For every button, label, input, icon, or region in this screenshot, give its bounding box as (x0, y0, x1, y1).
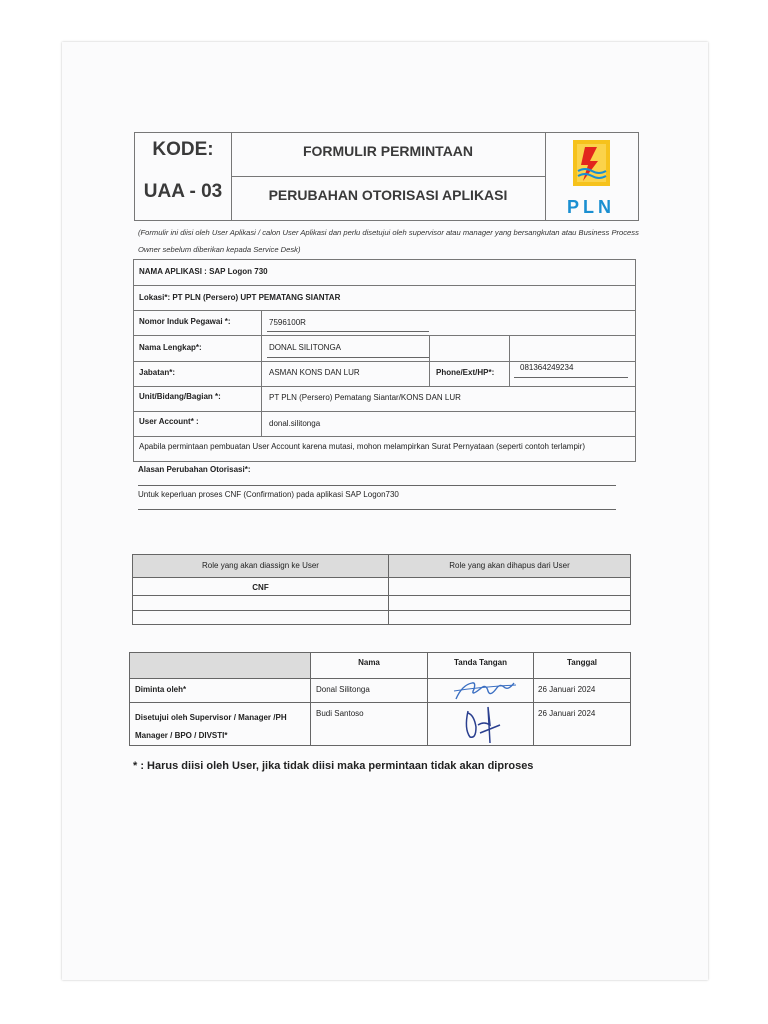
applicant-info-table (133, 259, 636, 462)
user-account-label: User Account* : (139, 417, 199, 426)
approval-table (129, 652, 631, 746)
nama-value: DONAL SILITONGA (269, 343, 342, 352)
disetujui-tanggal: 26 Januari 2024 (538, 709, 596, 718)
role-assign-item: CNF (252, 583, 269, 592)
row-lokasi (134, 285, 635, 311)
form-title-line2: PERUBAHAN OTORISASI APLIKASI (268, 187, 508, 203)
pln-logo (545, 133, 638, 220)
footer-note: * : Harus diisi oleh User, jika tidak diisi maka permintaan tidak akan diproses (133, 760, 534, 772)
unit-value: PT PLN (Persero) Pematang Siantar/KONS DAN LUR (269, 393, 461, 402)
diminta-nama: Donal Silitonga (316, 685, 370, 694)
diminta-tanggal: 26 Januari 2024 (538, 685, 596, 694)
ttd-header: Tanda Tangan (453, 658, 508, 667)
row-nama-aplikasi (134, 260, 635, 286)
row-user-account (134, 411, 635, 437)
row-jabatan (134, 361, 635, 387)
roles-table (132, 554, 631, 625)
nama-label: Nama Lengkap*: (139, 343, 202, 352)
role-remove-header: Role yang akan dihapus dari User (449, 561, 570, 570)
row-unit (134, 386, 635, 412)
mutasi-note: Apabila permintaan pembuatan User Account karena mutasi, mohon melampirkan Surat Pernyataan (seperti contoh terlampir) (139, 442, 586, 451)
kode-label: KODE: (152, 139, 214, 160)
form-note: (Formulir ini diisi oleh User Aplikasi / calon User Aplikasi dan perlu disetujui oleh supervisor atau manager yang bersangkutan atau Business Process Owner sebelum diberikan kepada Service Desk) (138, 228, 639, 254)
pln-logo-icon (545, 133, 638, 220)
role-assign-header: Role yang akan diassign ke User (202, 561, 319, 570)
unit-label: Unit/Bidang/Bagian *: (139, 392, 221, 401)
phone-value: 081364249234 (520, 363, 574, 372)
nip-value: 7596100R (269, 318, 306, 327)
row-nip (134, 310, 635, 336)
jabatan-value: ASMAN KONS DAN LUR (269, 368, 360, 377)
user-account-value: donal.silitonga (269, 419, 321, 428)
logo-text: PLN (567, 197, 615, 217)
lokasi: Lokasi*: PT PLN (Persero) UPT PEMATANG SIANTAR (139, 293, 341, 302)
kode-value: UAA - 03 (143, 181, 223, 202)
diminta-label: Diminta oleh* (135, 685, 187, 694)
form-title-line1: FORMULIR PERMINTAAN (302, 143, 474, 159)
disetujui-nama: Budi Santoso (316, 709, 364, 718)
phone-label: Phone/Ext/HP*: (436, 368, 495, 377)
title-cell (231, 133, 546, 220)
signature-disetujui (460, 703, 510, 745)
form-header (134, 132, 639, 221)
alasan-label: Alasan Perubahan Otorisasi*: (138, 465, 251, 474)
tanggal-header: Tanggal (566, 658, 598, 667)
jabatan-label: Jabatan*: (139, 368, 176, 377)
nama-aplikasi: NAMA APLIKASI : SAP Logon 730 (139, 267, 268, 276)
nama-header: Nama (358, 658, 380, 667)
kode-cell (135, 133, 232, 220)
disetujui-label: Disetujui oleh Supervisor / Manager /PH Manager / BPO / DIVSTI* (135, 713, 287, 740)
nip-label: Nomor Induk Pegawai *: (139, 317, 231, 326)
alasan-text: Untuk keperluan proses CNF (Confirmation) pada aplikasi SAP Logon730 (138, 490, 399, 499)
signature-diminta (450, 675, 520, 705)
